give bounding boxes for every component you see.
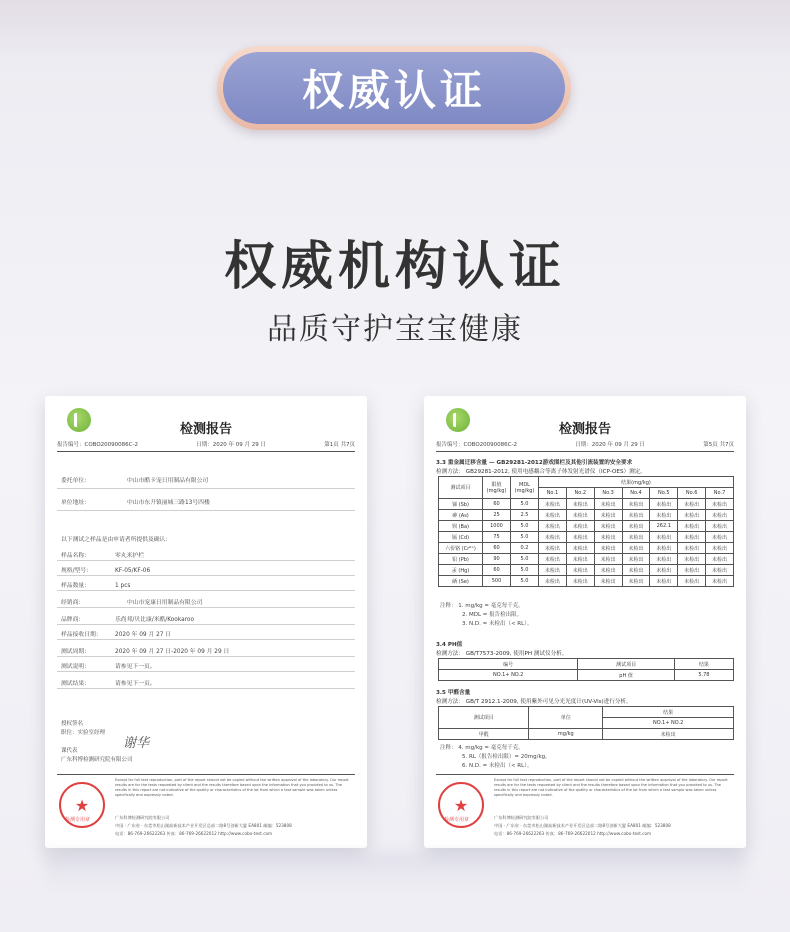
table-cell: 未检出	[594, 565, 622, 576]
field-value: 2020 年 09 月 27 日-2020 年 09 月 29 日	[115, 649, 230, 655]
table-row	[439, 499, 734, 510]
table-cell: 未检出	[706, 543, 734, 554]
table-header: 结果	[674, 659, 733, 670]
field-value: 零丸米护栏	[115, 553, 144, 559]
table-cell: 未检出	[650, 543, 678, 554]
report-title: 检测报告	[558, 422, 611, 437]
sign-line: 职位：实验室经理	[61, 730, 106, 736]
table-cell: 未检出	[594, 554, 622, 565]
divider	[57, 607, 355, 608]
test-report-page-1	[45, 396, 367, 848]
divider	[436, 451, 734, 452]
table-cell: 未检出	[678, 532, 706, 543]
table-cell: 262.1	[650, 521, 678, 532]
table-cell: 未检出	[650, 576, 678, 587]
divider	[57, 560, 355, 561]
table-cell: 60	[483, 499, 511, 510]
table-cell: 铅 (Pb)	[439, 554, 483, 565]
table-cell: 未检出	[678, 576, 706, 587]
field-label: 规格/型号：	[61, 568, 92, 574]
table-cell: 未检出	[650, 510, 678, 521]
sample-field	[61, 597, 202, 606]
table-cell: 未检出	[566, 532, 594, 543]
table-cell: 75	[483, 532, 511, 543]
stamp-text: 检测专用章	[444, 817, 470, 823]
page-headline: 权威机构认证	[223, 237, 566, 297]
table-cell: 未检出	[678, 554, 706, 565]
table-cell: 5.78	[674, 670, 733, 681]
section-heading: 3.3 重金属迁移含量 — GB29281-2012游戏围栏及其他引流装置的安全要求	[436, 460, 633, 466]
footer-line: 中国 · 广东省 · 东莞市松山湖高新技术产业开发区总部二路8号创新大厦 EA801 邮编：523808	[115, 823, 292, 828]
table-cell: 未检出	[622, 521, 650, 532]
table-cell: mg/kg	[529, 729, 603, 740]
divider	[57, 688, 355, 689]
table-cell: 未检出	[706, 532, 734, 543]
table-cell: 25	[483, 510, 511, 521]
report-date: 日期：2020 年 09 月 29 日	[196, 442, 266, 448]
bottom-shadow	[45, 852, 745, 892]
table-header: 结果(mg/kg)	[539, 477, 734, 488]
table-cell: 锑 (Sb)	[439, 499, 483, 510]
table-cell: 未检出	[706, 565, 734, 576]
table-cell: 90	[483, 554, 511, 565]
sample-field	[61, 678, 156, 687]
table-cell: 2.5	[511, 510, 539, 521]
table-cell: 未检出	[622, 510, 650, 521]
table-cell: 未检出	[603, 729, 734, 740]
table-cell: 未检出	[539, 499, 567, 510]
field-value: 1 pcs	[115, 583, 131, 589]
address-row	[61, 497, 210, 506]
field-label: 样品接收日期：	[61, 632, 102, 638]
footer-line: 电话：86-769-26622263 传真：86-769-26622012 http://www.cobo-test.com	[115, 831, 273, 836]
footer-line: 广东科博检测研究院有限公司	[115, 815, 170, 820]
signature-block	[61, 720, 133, 765]
sample-field	[61, 614, 194, 623]
sign-line: 课代表	[61, 748, 78, 754]
report-page: 第1页 共7页	[324, 442, 355, 448]
sample-field	[61, 580, 130, 589]
field-value: 中山市酷卡宠日用制品有限公司	[127, 478, 209, 484]
table-cell: 未检出	[678, 565, 706, 576]
field-value: 2020 年 09 月 27 日	[115, 632, 172, 638]
note-line: 注释： 4. mg/kg = 毫克每千克。	[440, 745, 524, 751]
table-cell: 六价铬 (Cr⁶⁺)	[439, 543, 483, 554]
table-cell: 未检出	[566, 565, 594, 576]
divider	[57, 575, 355, 576]
note-line: 6. N.D. = 未检出（< RL）。	[462, 763, 533, 769]
section-title	[436, 640, 462, 648]
test-report-page-5	[424, 396, 746, 848]
table-cell: 未检出	[566, 554, 594, 565]
table-header: NO.1+ NO.2	[603, 718, 734, 729]
table-cell: 未检出	[566, 499, 594, 510]
field-value: 中山市宠康日用制品有限公司	[127, 600, 203, 606]
table-row	[439, 565, 734, 576]
field-label: 委托单位：	[61, 478, 90, 484]
field-value: 中山市东升镇丽城三路13号四楼	[127, 500, 210, 506]
table-cell: 未检出	[678, 521, 706, 532]
divider	[57, 774, 355, 775]
notes-block	[440, 744, 551, 771]
section-badge	[217, 46, 571, 130]
divider	[57, 510, 355, 511]
table-header: 测试项目	[439, 707, 529, 729]
table-cell: 未检出	[706, 576, 734, 587]
table-header: No.2	[566, 488, 594, 499]
table-cell: 甲醛	[439, 729, 529, 740]
table-header: 限值 (mg/kg)	[483, 477, 511, 499]
table-cell: 未检出	[678, 510, 706, 521]
table-cell: 未检出	[539, 510, 567, 521]
table-cell: 汞 (Hg)	[439, 565, 483, 576]
table-cell: 500	[483, 576, 511, 587]
note-line: 3. N.D. = 未检出（< RL）。	[462, 621, 533, 627]
field-label: 经销商：	[61, 600, 85, 606]
table-cell: 未检出	[594, 510, 622, 521]
sample-field	[61, 565, 150, 574]
divider	[57, 488, 355, 489]
section-method: 检测方法： GB/T7573-2009, 使用PH 测试仪分析。	[436, 651, 568, 657]
divider	[436, 774, 734, 775]
table-cell: 0.2	[511, 543, 539, 554]
table-cell: 未检出	[678, 543, 706, 554]
section-method: 检测方法： GB/T 2912.1-2009, 使用紫外可见分光光度计(UV-Vis)进行分析。	[436, 699, 632, 705]
section-heading: 3.4 PH值	[436, 642, 463, 648]
table-cell: 5.0	[511, 565, 539, 576]
table-cell: 5.0	[511, 521, 539, 532]
table-cell: 1000	[483, 521, 511, 532]
table-cell: 未检出	[566, 521, 594, 532]
sample-intro: 以下测试之样品是由申请者所提供及确认：	[61, 537, 172, 543]
formaldehyde-table	[438, 706, 734, 740]
sample-field	[61, 629, 171, 638]
section-title	[436, 458, 632, 466]
table-cell: 未检出	[594, 499, 622, 510]
field-label: 品牌商：	[61, 617, 85, 623]
sample-field	[61, 646, 229, 655]
field-label: 测试说明：	[61, 664, 90, 670]
table-cell: 未检出	[678, 499, 706, 510]
field-label: 样品数量：	[61, 583, 90, 589]
table-header: No.7	[706, 488, 734, 499]
table-cell: 未检出	[566, 576, 594, 587]
table-cell: 未检出	[539, 565, 567, 576]
footer-line: 中国 · 广东省 · 东莞市松山湖高新技术产业开发区总部二路8号创新大厦 EA801 邮编：523808	[494, 823, 671, 828]
handwritten-signature: 谢华	[123, 736, 150, 751]
table-cell: 未检出	[622, 543, 650, 554]
table-header: No.5	[650, 488, 678, 499]
table-cell: pH 值	[578, 670, 674, 681]
sample-field	[61, 550, 144, 559]
table-header: No.4	[622, 488, 650, 499]
table-cell: 未检出	[650, 554, 678, 565]
table-cell: 未检出	[706, 554, 734, 565]
table-row	[439, 576, 734, 587]
table-row	[439, 532, 734, 543]
table-cell: 硒 (Se)	[439, 576, 483, 587]
divider	[57, 639, 355, 640]
table-cell: 未检出	[650, 499, 678, 510]
table-cell: 5.0	[511, 499, 539, 510]
field-value: 乐尚邦/贝比康/米酷/Kookaroo	[115, 617, 194, 623]
red-seal-stamp-icon: ★	[59, 782, 105, 828]
table-cell: 砷 (As)	[439, 510, 483, 521]
table-cell: 未检出	[622, 499, 650, 510]
section-title	[436, 688, 470, 696]
table-header: 结果	[603, 707, 734, 718]
divider	[57, 624, 355, 625]
table-cell: 未检出	[539, 576, 567, 587]
table-cell: 钡 (Ba)	[439, 521, 483, 532]
divider	[57, 671, 355, 672]
table-row	[439, 554, 734, 565]
report-title: 检测报告	[179, 422, 232, 437]
table-cell: 未检出	[539, 532, 567, 543]
field-value: 请参见下一页。	[115, 664, 156, 670]
page-subheadline: 品质守护宝宝健康	[267, 312, 523, 347]
report-page: 第5页 共7页	[703, 442, 734, 448]
divider	[57, 451, 355, 452]
table-cell: 60	[483, 543, 511, 554]
lab-footer	[115, 814, 355, 838]
heavy-metal-rows	[439, 499, 734, 587]
lab-footer	[494, 814, 734, 838]
table-cell: 未检出	[566, 543, 594, 554]
table-cell: 未检出	[706, 521, 734, 532]
field-value: 请参见下一页。	[115, 681, 156, 687]
legal-fineprint: Except for full text reproduction, part of the report should not be copied without the written approval of the laboratory. Our report results are for the tests requested by client and the results therefore based upon the information that you provided to us. The results in this report are not indicative of the quality or characteristics of the lot from which a test sample was taken unless specifically and expressly noted.	[115, 778, 349, 797]
table-header: No.6	[678, 488, 706, 499]
sign-line: 授权签名	[61, 721, 84, 727]
field-label: 测试结果：	[61, 681, 90, 687]
table-cell: 未检出	[594, 543, 622, 554]
stamp-text: 检测专用章	[65, 817, 91, 823]
sign-line: 广东科博检测研究院有限公司	[61, 757, 133, 763]
table-cell: 未检出	[539, 554, 567, 565]
table-row	[439, 521, 734, 532]
table-cell: 未检出	[622, 532, 650, 543]
table-header: 单位	[529, 707, 603, 729]
table-cell: 未检出	[539, 543, 567, 554]
table-cell: 未检出	[622, 554, 650, 565]
table-cell: 未检出	[594, 521, 622, 532]
divider	[57, 590, 355, 591]
table-header: MDL (mg/kg)	[511, 477, 539, 499]
table-row	[439, 510, 734, 521]
report-date: 日期：2020 年 09 月 29 日	[575, 442, 645, 448]
footer-line: 电话：86-769-26622263 传真：86-769-26622012 http://www.cobo-test.com	[494, 831, 652, 836]
table-cell: 5.0	[511, 576, 539, 587]
field-value: KF-05/KF-06	[115, 568, 151, 574]
table-row	[439, 543, 734, 554]
section-badge-label: 权威认证	[223, 52, 565, 124]
table-cell: 未检出	[650, 532, 678, 543]
table-cell: 未检出	[622, 576, 650, 587]
table-cell: 未检出	[566, 510, 594, 521]
section-method: 检测方法： GB29281-2012, 使用电感耦合等离子体发射光谱仪（ICP-OES）测定。	[436, 469, 646, 475]
table-cell: 5.0	[511, 554, 539, 565]
table-cell: NO.1+ NO.2	[439, 670, 578, 681]
table-header: 编号	[439, 659, 578, 670]
sample-field	[61, 661, 156, 670]
report-meta	[436, 440, 734, 448]
table-cell: 未检出	[622, 565, 650, 576]
table-cell: 未检出	[539, 521, 567, 532]
table-header: 测试项目	[578, 659, 674, 670]
report-number: 报告编号：COBO20090086C-2	[436, 442, 517, 448]
table-header: 测试项目	[439, 477, 483, 499]
table-cell: 未检出	[594, 576, 622, 587]
report-meta	[57, 440, 355, 448]
footer-line: 广东科博检测研究院有限公司	[494, 815, 549, 820]
table-header: No.3	[594, 488, 622, 499]
table-cell: 未检出	[650, 565, 678, 576]
ph-table	[438, 658, 734, 681]
note-line: 5. RL（报告检出限）= 20mg/kg。	[462, 754, 551, 760]
note-line: 注释： 1. mg/kg = 毫克每千克。	[440, 603, 524, 609]
table-cell: 未检出	[706, 499, 734, 510]
table-cell: 未检出	[594, 532, 622, 543]
field-label: 测试周期：	[61, 649, 90, 655]
red-seal-stamp-icon: ★	[438, 782, 484, 828]
report-number: 报告编号：COBO20090086C-2	[57, 442, 138, 448]
note-line: 2. MDL = 报告检出限。	[462, 612, 523, 618]
legal-fineprint: Except for full text reproduction, part of the report should not be copied without the written approval of the laboratory. Our report results are for the tests requested by client and the results therefore based upon the information that you provided to us. The results in this report are not indicative of the quality or characteristics of the lot from which a test sample was taken unless specifically and expressly noted.	[494, 778, 728, 797]
table-cell: 镉 (Cd)	[439, 532, 483, 543]
table-header: No.1	[539, 488, 567, 499]
field-label: 单位地址：	[61, 500, 90, 506]
table-cell: 60	[483, 565, 511, 576]
section-heading: 3.5 甲醛含量	[436, 690, 471, 696]
table-cell: 5.0	[511, 532, 539, 543]
heavy-metal-table	[438, 476, 734, 587]
table-cell: 未检出	[706, 510, 734, 521]
divider	[57, 656, 355, 657]
client-row	[61, 475, 208, 484]
notes-block	[440, 602, 532, 629]
field-label: 样品名称：	[61, 553, 90, 559]
